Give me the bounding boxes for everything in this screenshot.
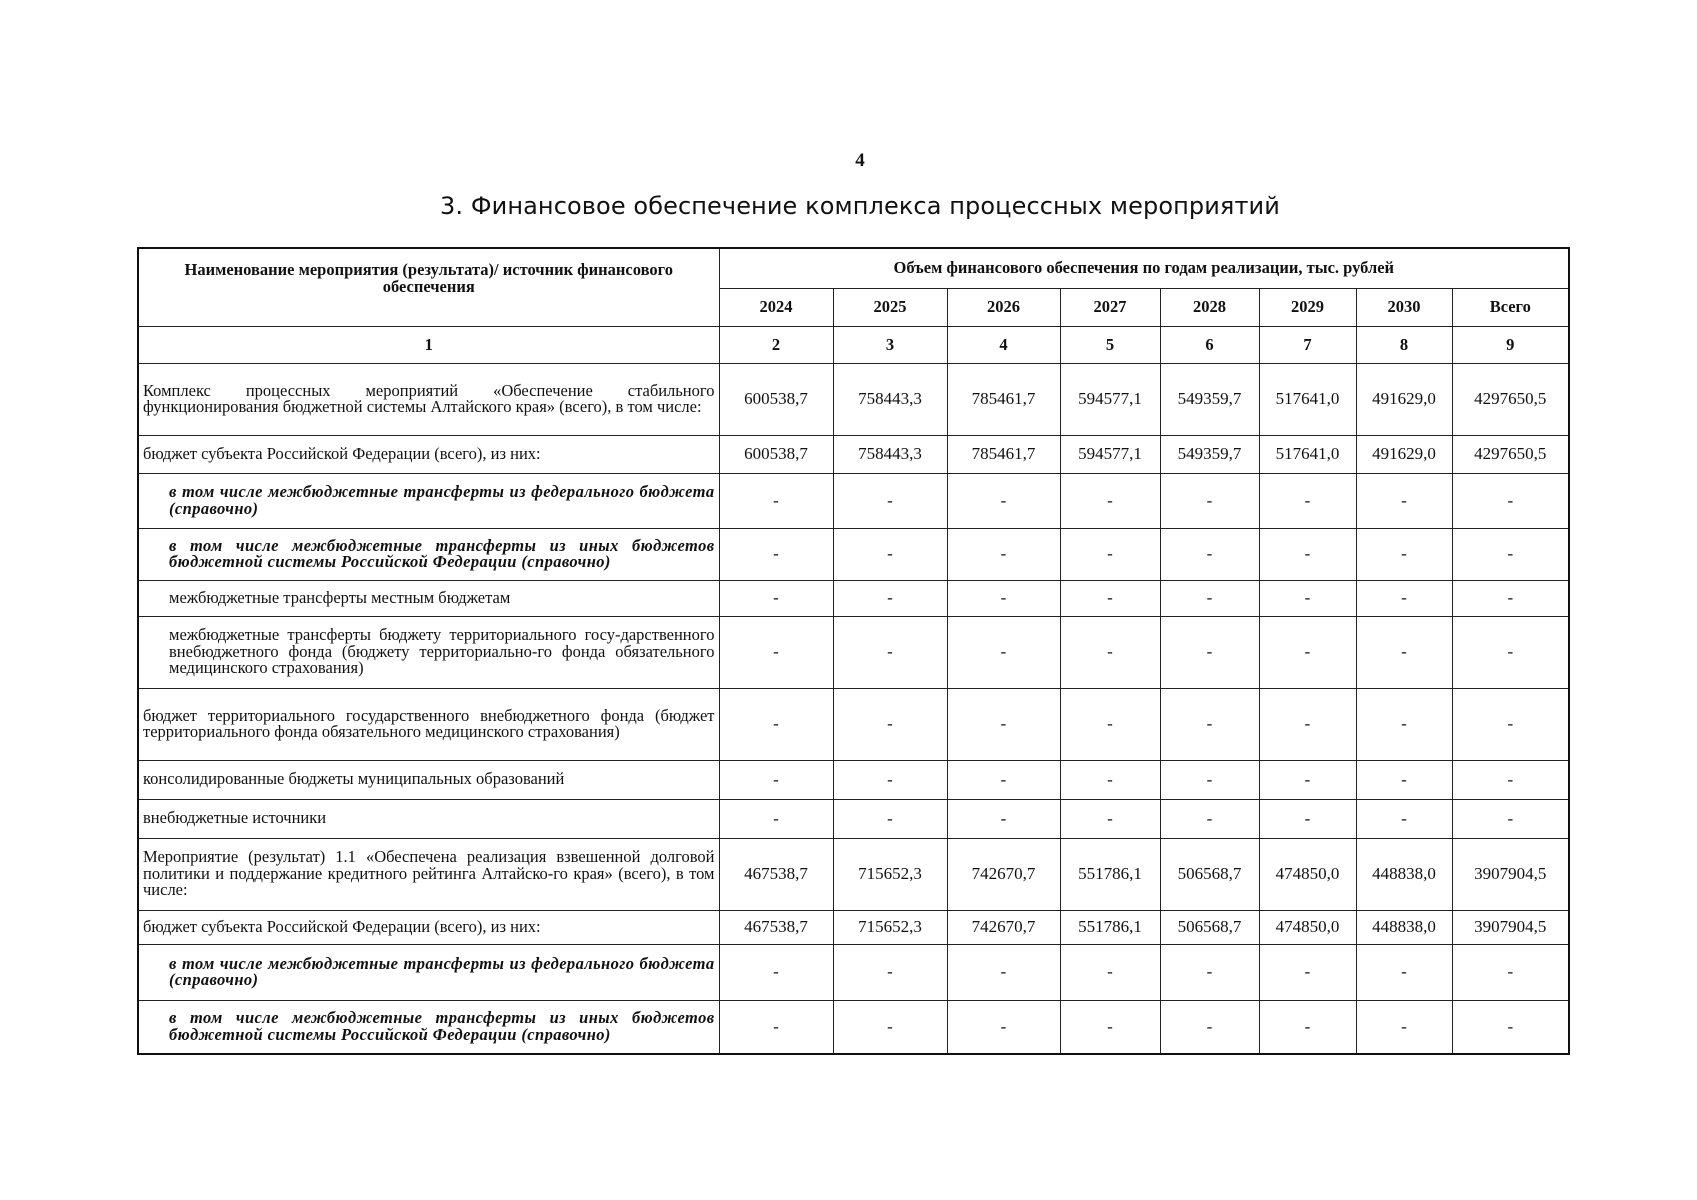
table-row bbox=[138, 688, 1569, 760]
year-header: 2026 bbox=[947, 288, 1060, 326]
row-name: межбюджетные трансферты бюджету территориального госу-дарственного внебюджетного фонда (бюджету территориально-го фонда обязательного медицинского страхования) bbox=[138, 616, 719, 688]
row-year-value: 785461,7 bbox=[947, 363, 1060, 435]
row-year-value: - bbox=[1259, 944, 1356, 1000]
row-year-value: - bbox=[1160, 580, 1259, 616]
row-total-value: - bbox=[1452, 528, 1569, 580]
row-year-value: - bbox=[1356, 580, 1452, 616]
table-row bbox=[138, 435, 1569, 473]
row-total-value: 3907904,5 bbox=[1452, 838, 1569, 910]
row-year-value: - bbox=[1259, 760, 1356, 799]
table-row bbox=[138, 528, 1569, 580]
row-year-value: 758443,3 bbox=[833, 435, 947, 473]
row-name: консолидированные бюджеты муниципальных образований bbox=[138, 760, 719, 799]
row-year-value: - bbox=[833, 799, 947, 838]
column-number: 2 bbox=[719, 326, 833, 363]
row-total-value: 3907904,5 bbox=[1452, 910, 1569, 944]
row-year-value: 474850,0 bbox=[1259, 910, 1356, 944]
row-total-value: - bbox=[1452, 760, 1569, 799]
row-year-value: - bbox=[1356, 944, 1452, 1000]
row-name: бюджет субъекта Российской Федерации (всего), из них: bbox=[138, 435, 719, 473]
table-row bbox=[138, 838, 1569, 910]
row-year-value: - bbox=[833, 760, 947, 799]
row-year-value: 517641,0 bbox=[1259, 363, 1356, 435]
row-name: в том числе межбюджетные трансферты из федерального бюджета (справочно) bbox=[138, 473, 719, 528]
table-row bbox=[138, 616, 1569, 688]
row-year-value: - bbox=[947, 760, 1060, 799]
row-year-value: - bbox=[1160, 944, 1259, 1000]
row-year-value: - bbox=[719, 473, 833, 528]
total-header: Всего bbox=[1452, 288, 1569, 326]
row-year-value: - bbox=[1160, 616, 1259, 688]
row-year-value: - bbox=[833, 580, 947, 616]
table-row bbox=[138, 580, 1569, 616]
row-year-value: - bbox=[719, 944, 833, 1000]
column-number: 9 bbox=[1452, 326, 1569, 363]
row-year-value: - bbox=[947, 688, 1060, 760]
row-year-value: 517641,0 bbox=[1259, 435, 1356, 473]
page-number: 4 bbox=[855, 150, 865, 171]
table-row bbox=[138, 473, 1569, 528]
row-year-value: - bbox=[1060, 580, 1160, 616]
row-year-value: - bbox=[1356, 473, 1452, 528]
row-year-value: - bbox=[1259, 688, 1356, 760]
row-year-value: 474850,0 bbox=[1259, 838, 1356, 910]
row-year-value: 549359,7 bbox=[1160, 435, 1259, 473]
row-year-value: - bbox=[719, 688, 833, 760]
row-total-value: - bbox=[1452, 944, 1569, 1000]
row-total-value: 4297650,5 bbox=[1452, 363, 1569, 435]
row-year-value: - bbox=[1160, 799, 1259, 838]
year-header: 2027 bbox=[1060, 288, 1160, 326]
row-year-value: 600538,7 bbox=[719, 435, 833, 473]
row-year-value: - bbox=[719, 1000, 833, 1054]
row-year-value: - bbox=[1160, 528, 1259, 580]
column-number: 4 bbox=[947, 326, 1060, 363]
row-year-value: - bbox=[947, 473, 1060, 528]
row-year-value: - bbox=[947, 616, 1060, 688]
row-year-value: - bbox=[833, 616, 947, 688]
table-row bbox=[138, 799, 1569, 838]
row-year-value: - bbox=[1060, 1000, 1160, 1054]
row-year-value: 551786,1 bbox=[1060, 838, 1160, 910]
row-year-value: - bbox=[719, 760, 833, 799]
row-total-value: - bbox=[1452, 616, 1569, 688]
column-number: 1 bbox=[138, 326, 719, 363]
row-year-value: - bbox=[1060, 616, 1160, 688]
row-year-value: - bbox=[1060, 473, 1160, 528]
row-name: Комплекс процессных мероприятий «Обеспечение стабильного функционирования бюджетной системы Алтайского края» (всего), в том числе: bbox=[138, 363, 719, 435]
year-header: 2025 bbox=[833, 288, 947, 326]
row-year-value: - bbox=[1356, 528, 1452, 580]
row-year-value: - bbox=[1356, 1000, 1452, 1054]
row-year-value: - bbox=[947, 944, 1060, 1000]
column-number: 5 bbox=[1060, 326, 1160, 363]
row-total-value: 4297650,5 bbox=[1452, 435, 1569, 473]
row-year-value: - bbox=[1356, 799, 1452, 838]
row-year-value: - bbox=[833, 688, 947, 760]
column-number: 3 bbox=[833, 326, 947, 363]
row-year-value: - bbox=[1356, 616, 1452, 688]
row-year-value: - bbox=[719, 528, 833, 580]
row-year-value: - bbox=[1259, 580, 1356, 616]
row-year-value: - bbox=[947, 528, 1060, 580]
row-year-value: 785461,7 bbox=[947, 435, 1060, 473]
row-year-value: - bbox=[1160, 1000, 1259, 1054]
row-year-value: - bbox=[1356, 688, 1452, 760]
year-header: 2029 bbox=[1259, 288, 1356, 326]
year-header: 2028 bbox=[1160, 288, 1259, 326]
row-name: в том числе межбюджетные трансферты из федерального бюджета (справочно) bbox=[138, 944, 719, 1000]
column-number: 6 bbox=[1160, 326, 1259, 363]
row-year-value: - bbox=[719, 580, 833, 616]
row-year-value: - bbox=[833, 1000, 947, 1054]
row-year-value: 467538,7 bbox=[719, 838, 833, 910]
row-total-value: - bbox=[1452, 1000, 1569, 1054]
column-number: 7 bbox=[1259, 326, 1356, 363]
table-row bbox=[138, 760, 1569, 799]
row-total-value: - bbox=[1452, 688, 1569, 760]
row-year-value: 491629,0 bbox=[1356, 435, 1452, 473]
row-year-value: 506568,7 bbox=[1160, 838, 1259, 910]
row-year-value: 491629,0 bbox=[1356, 363, 1452, 435]
row-year-value: - bbox=[1356, 760, 1452, 799]
row-year-value: 549359,7 bbox=[1160, 363, 1259, 435]
row-total-value: - bbox=[1452, 799, 1569, 838]
row-year-value: 600538,7 bbox=[719, 363, 833, 435]
row-year-value: - bbox=[719, 799, 833, 838]
table-row bbox=[138, 1000, 1569, 1054]
row-year-value: - bbox=[833, 528, 947, 580]
year-header: 2030 bbox=[1356, 288, 1452, 326]
year-header: 2024 bbox=[719, 288, 833, 326]
row-year-value: 594577,1 bbox=[1060, 363, 1160, 435]
row-year-value: 715652,3 bbox=[833, 838, 947, 910]
row-year-value: - bbox=[1060, 760, 1160, 799]
row-year-value: 715652,3 bbox=[833, 910, 947, 944]
row-year-value: - bbox=[1060, 528, 1160, 580]
financing-table bbox=[137, 247, 1570, 1055]
row-name: бюджет субъекта Российской Федерации (всего), из них: bbox=[138, 910, 719, 944]
row-year-value: 467538,7 bbox=[719, 910, 833, 944]
table-row bbox=[138, 910, 1569, 944]
row-year-value: - bbox=[1259, 1000, 1356, 1054]
page-title: 3. Финансовое обеспечение комплекса процессных мероприятий bbox=[440, 192, 1280, 220]
row-year-value: - bbox=[947, 799, 1060, 838]
row-year-value: - bbox=[833, 944, 947, 1000]
row-year-value: 448838,0 bbox=[1356, 910, 1452, 944]
row-name: бюджет территориального государственного внебюджетного фонда (бюджет территориального фонда обязательного медицинского страхования) bbox=[138, 688, 719, 760]
row-year-value: - bbox=[1060, 688, 1160, 760]
row-year-value: - bbox=[1259, 473, 1356, 528]
row-name: в том числе межбюджетные трансферты из иных бюджетов бюджетной системы Российской Федерации (справочно) bbox=[138, 528, 719, 580]
row-year-value: - bbox=[1259, 616, 1356, 688]
row-name: в том числе межбюджетные трансферты из иных бюджетов бюджетной системы Российской Федерации (справочно) bbox=[138, 1000, 719, 1054]
row-year-value: - bbox=[947, 1000, 1060, 1054]
column-number-row bbox=[138, 326, 1569, 363]
row-year-value: - bbox=[1060, 799, 1160, 838]
row-year-value: - bbox=[947, 580, 1060, 616]
row-name: Мероприятие (результат) 1.1 «Обеспечена реализация взвешенной долговой политики и поддержание кредитного рейтинга Алтайско-го края» (всего), в том числе: bbox=[138, 838, 719, 910]
row-year-value: - bbox=[1060, 944, 1160, 1000]
row-year-value: - bbox=[1160, 688, 1259, 760]
table-row bbox=[138, 944, 1569, 1000]
row-year-value: 551786,1 bbox=[1060, 910, 1160, 944]
row-year-value: - bbox=[833, 473, 947, 528]
row-year-value: - bbox=[1259, 799, 1356, 838]
column-header-name: Наименование мероприятия (результата)/ источник финансового обеспечения bbox=[138, 248, 719, 326]
row-year-value: - bbox=[1160, 473, 1259, 528]
column-header-volume: Объем финансового обеспечения по годам реализации, тыс. рублей bbox=[719, 248, 1569, 288]
row-total-value: - bbox=[1452, 580, 1569, 616]
row-year-value: 742670,7 bbox=[947, 838, 1060, 910]
table-row bbox=[138, 363, 1569, 435]
row-year-value: 758443,3 bbox=[833, 363, 947, 435]
row-name: внебюджетные источники bbox=[138, 799, 719, 838]
row-total-value: - bbox=[1452, 473, 1569, 528]
row-name: межбюджетные трансферты местным бюджетам bbox=[138, 580, 719, 616]
column-number: 8 bbox=[1356, 326, 1452, 363]
row-year-value: 742670,7 bbox=[947, 910, 1060, 944]
row-year-value: 594577,1 bbox=[1060, 435, 1160, 473]
row-year-value: - bbox=[1259, 528, 1356, 580]
row-year-value: - bbox=[719, 616, 833, 688]
row-year-value: 448838,0 bbox=[1356, 838, 1452, 910]
row-year-value: - bbox=[1160, 760, 1259, 799]
row-year-value: 506568,7 bbox=[1160, 910, 1259, 944]
